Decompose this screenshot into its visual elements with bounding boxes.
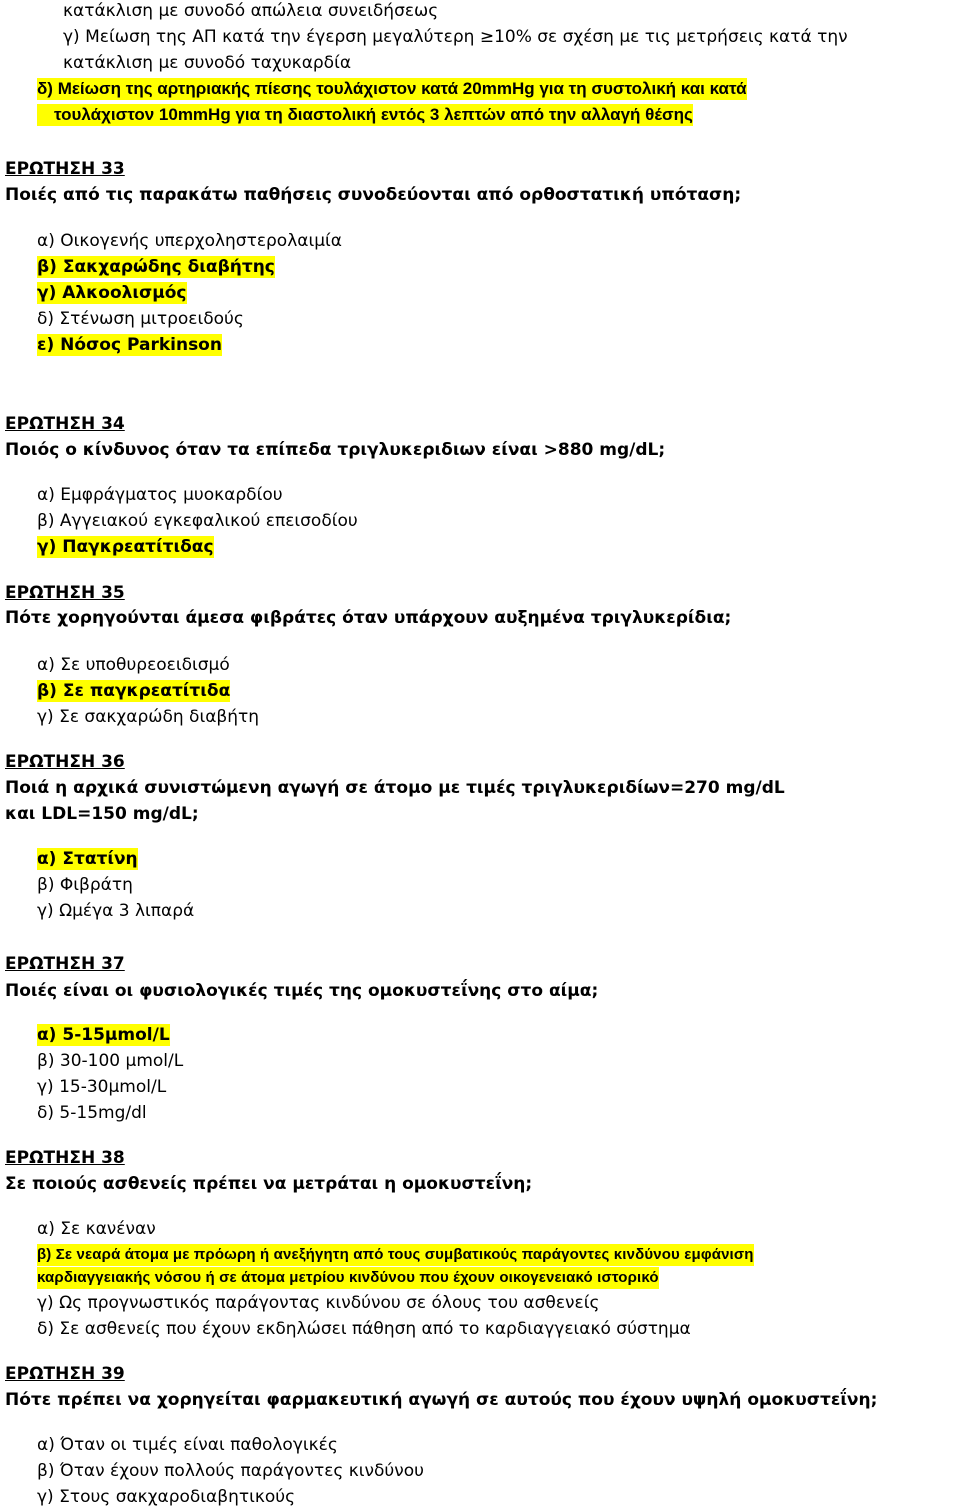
q33-option-a: α) Οικογενής υπερχοληστερολαιμία — [37, 231, 342, 251]
q37-option-c: γ) 15-30μmol/L — [37, 1077, 167, 1097]
q37-heading: ΕΡΩΤΗΣΗ 37 — [5, 954, 125, 974]
q33-option-c: γ) Αλκοολισμός — [37, 283, 187, 303]
q36-option-b: β) Φιβράτη — [37, 875, 133, 895]
q39-option-c: γ) Στους σακχαροδιαβητικούς — [37, 1487, 296, 1507]
q38-option-d: δ) Σε ασθενείς που έχουν εκδηλώσει πάθηση από το καρδιαγγειακό σύστημα — [37, 1319, 691, 1339]
q36-option-a: α) Στατίνη — [37, 849, 138, 869]
q37-question: Ποιές είναι οι φυσιολογικές τιμές της ομοκυστεΐνης στο αίμα; — [5, 981, 599, 1001]
top-line-2: γ) Μείωση της ΑΠ κατά την έγερση μεγαλύτερη ≥10% σε σχέση με τις μετρήσεις κατά την — [63, 27, 848, 47]
q35-question: Πότε χορηγούνται άμεσα φιβράτες όταν υπάρχουν αυξημένα τριγλυκερίδια; — [5, 608, 732, 628]
q35-option-a: α) Σε υποθυρεοειδισμό — [37, 655, 230, 675]
q37-option-b: β) 30-100 μmol/L — [37, 1051, 184, 1071]
q36-option-c: γ) Ωμέγα 3 λιπαρά — [37, 901, 195, 921]
top-line-1: κατάκλιση με συνοδό απώλεια συνειδήσεως — [63, 1, 439, 21]
q35-heading: ΕΡΩΤΗΣΗ 35 — [5, 583, 125, 603]
top-line-4: δ) Μείωση της αρτηριακής πίεσης τουλάχιστον κατά 20mmHg για τη συστολική και κατά — [37, 79, 747, 98]
q34-heading: ΕΡΩΤΗΣΗ 34 — [5, 414, 125, 434]
q36-question-line-1: Ποιά η αρχικά συνιστώμενη αγωγή σε άτομο με τιμές τριγλυκεριδίων=270 mg/dL — [5, 778, 785, 798]
q33-option-e: ε) Νόσος Parkinson — [37, 335, 222, 355]
q36-heading: ΕΡΩΤΗΣΗ 36 — [5, 752, 125, 772]
q38-option-a: α) Σε κανέναν — [37, 1219, 156, 1239]
q38-heading: ΕΡΩΤΗΣΗ 38 — [5, 1148, 125, 1168]
q39-option-b: β) Όταν έχουν πολλούς παράγοντες κινδύνου — [37, 1461, 424, 1481]
q33-option-d: δ) Στένωση μιτροειδούς — [37, 309, 244, 329]
top-line-3: κατάκλιση με συνοδό ταχυκαρδία — [63, 53, 352, 73]
q38-option-b-line-2: καρδιαγγειακής νόσου ή σε άτομα μετρίου κινδύνου που έχουν οικογενειακό ιστορικό — [37, 1267, 659, 1289]
q33-question: Ποιές από τις παρακάτω παθήσεις συνοδεύονται από ορθοστατική υπόταση; — [5, 185, 742, 205]
q36-question-line-2: και LDL=150 mg/dL; — [5, 804, 199, 824]
q33-heading: ΕΡΩΤΗΣΗ 33 — [5, 159, 125, 179]
q39-option-a: α) Όταν οι τιμές είναι παθολογικές — [37, 1435, 338, 1455]
q34-option-c: γ) Παγκρεατίτιδας — [37, 537, 214, 557]
q37-option-d: δ) 5-15mg/dl — [37, 1103, 147, 1123]
q34-option-b: β) Αγγειακού εγκεφαλικού επεισοδίου — [37, 511, 358, 531]
q38-option-c: γ) Ως προγνωστικός παράγοντας κινδύνου σε όλους του ασθενείς — [37, 1293, 600, 1313]
q35-option-b: β) Σε παγκρεατίτιδα — [37, 681, 231, 701]
q34-question: Ποιός ο κίνδυνος όταν τα επίπεδα τριγλυκεριδιων είναι >880 mg/dL; — [5, 440, 666, 460]
top-line-5: τουλάχιστον 10mmHg για τη διαστολική εντός 3 λεπτών από την αλλαγή θέσης — [37, 104, 693, 126]
q37-option-a: α) 5-15μmol/L — [37, 1025, 170, 1045]
q35-option-c: γ) Σε σακχαρώδη διαβήτη — [37, 707, 260, 727]
q34-option-a: α) Εμφράγματος μυοκαρδίου — [37, 485, 283, 505]
q39-question: Πότε πρέπει να χορηγείται φαρμακευτική αγωγή σε αυτούς που έχουν υψηλή ομοκυστεΐνη; — [5, 1390, 878, 1410]
q33-option-b: β) Σακχαρώδης διαβήτης — [37, 257, 275, 277]
q38-question: Σε ποιούς ασθενείς πρέπει να μετράται η ομοκυστεΐνη; — [5, 1174, 533, 1194]
q39-heading: ΕΡΩΤΗΣΗ 39 — [5, 1364, 125, 1384]
q38-option-b-line-1: β) Σε νεαρά άτομα με πρόωρη ή ανεξήγητη από τους συμβατικούς παράγοντες κινδύνου εμφάνιση — [37, 1244, 754, 1266]
